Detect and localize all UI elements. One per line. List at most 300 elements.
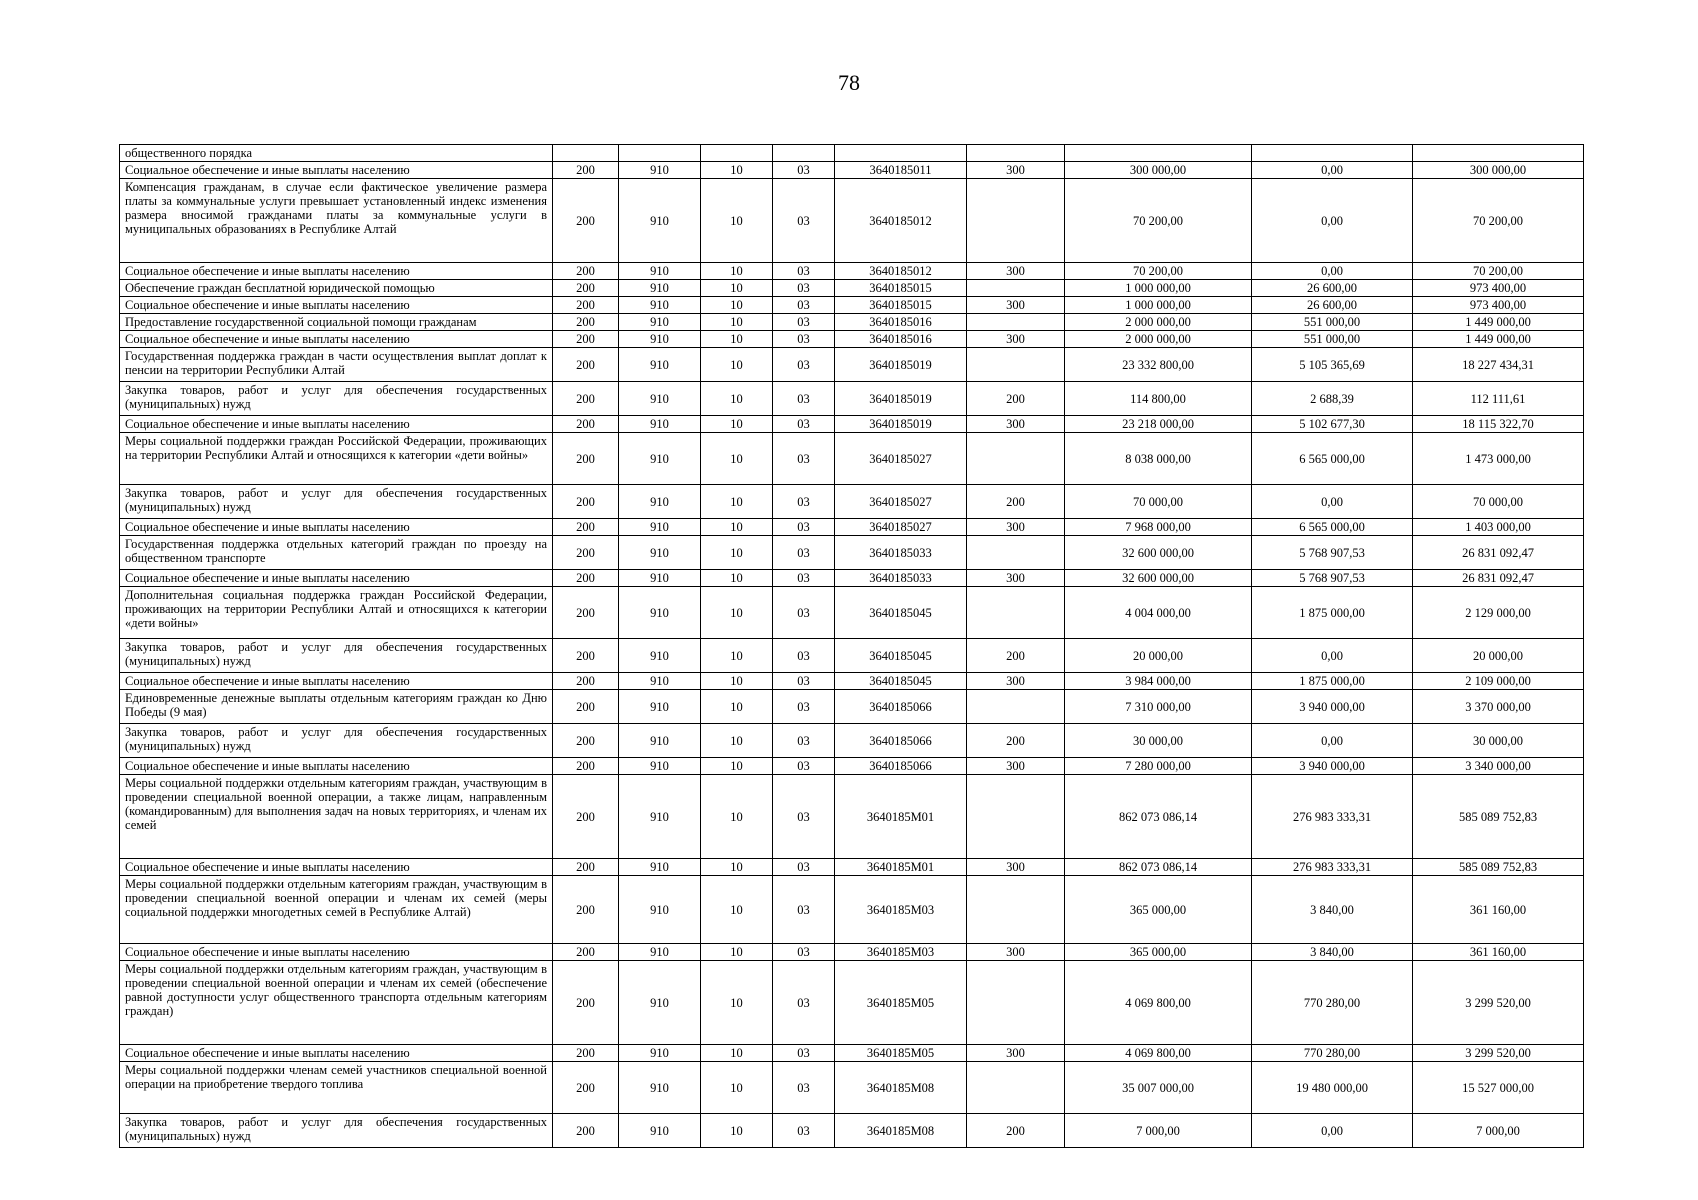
code-1-cell: 200 [553,485,619,519]
section-cell: 10 [701,179,773,263]
expense-type-cell: 300 [967,1045,1065,1062]
amount-1-cell: 32 600 000,00 [1065,536,1252,570]
item-name-cell: Меры социальной поддержки отдельным категориям граждан, участвующим в проведении специальной военной операции, а также лицам, направленным (командированным) для выполнения задач на новых территориях, и членам их семей [120,775,553,859]
item-name-cell: Меры социальной поддержки граждан Российской Федерации, проживающих на территории Республики Алтай и относящихся к категории «дети войны» [120,433,553,485]
table-row [120,331,1584,348]
table-row [120,758,1584,775]
amount-2-cell: 3 840,00 [1252,876,1413,944]
subsection-cell: 03 [773,876,835,944]
code-1-cell: 200 [553,382,619,416]
subsection-cell: 03 [773,859,835,876]
code-1-cell: 200 [553,162,619,179]
code-2-cell: 910 [619,485,701,519]
subsection-cell: 03 [773,690,835,724]
amount-3-cell: 70 000,00 [1413,485,1584,519]
section-cell: 10 [701,1114,773,1148]
code-1-cell: 200 [553,961,619,1045]
target-article-cell: 3640185016 [835,331,967,348]
target-article-cell: 3640185015 [835,297,967,314]
subsection-cell: 03 [773,263,835,280]
subsection-cell: 03 [773,331,835,348]
target-article-cell: 3640185027 [835,519,967,536]
amount-1-cell: 365 000,00 [1065,876,1252,944]
section-cell: 10 [701,280,773,297]
amount-3-cell: 30 000,00 [1413,724,1584,758]
section-cell: 10 [701,485,773,519]
section-cell: 10 [701,162,773,179]
table-row [120,348,1584,382]
amount-1-cell: 2 000 000,00 [1065,314,1252,331]
amount-3-cell: 70 200,00 [1413,179,1584,263]
amount-3-cell: 26 831 092,47 [1413,570,1584,587]
table-row [120,775,1584,859]
expense-type-cell: 300 [967,331,1065,348]
subsection-cell: 03 [773,297,835,314]
item-name-cell: Социальное обеспечение и иные выплаты населению [120,519,553,536]
amount-3-cell: 2 129 000,00 [1413,587,1584,639]
expense-type-cell: 300 [967,570,1065,587]
target-article-cell: 3640185M05 [835,1045,967,1062]
item-name-cell: Меры социальной поддержки членам семей участников специальной военной операции на приобретение твердого топлива [120,1062,553,1114]
amount-2-cell: 3 940 000,00 [1252,758,1413,775]
code-2-cell: 910 [619,433,701,485]
subsection-cell: 03 [773,587,835,639]
section-cell: 10 [701,859,773,876]
subsection-cell: 03 [773,416,835,433]
section-cell: 10 [701,416,773,433]
target-article-cell: 3640185012 [835,263,967,280]
subsection-cell: 03 [773,673,835,690]
table-row [120,314,1584,331]
code-1-cell: 200 [553,775,619,859]
target-article-cell: 3640185027 [835,485,967,519]
target-article-cell: 3640185045 [835,673,967,690]
code-1-cell: 200 [553,673,619,690]
target-article-cell: 3640185066 [835,758,967,775]
target-article-cell: 3640185012 [835,179,967,263]
item-name-cell: Социальное обеспечение и иные выплаты населению [120,331,553,348]
code-1-cell: 200 [553,519,619,536]
amount-3-cell: 585 089 752,83 [1413,859,1584,876]
target-article-cell: 3640185M01 [835,859,967,876]
expense-type-cell: 300 [967,859,1065,876]
table-row [120,297,1584,314]
section-cell: 10 [701,382,773,416]
code-2-cell: 910 [619,724,701,758]
section-cell: 10 [701,536,773,570]
subsection-cell: 03 [773,758,835,775]
code-2-cell: 910 [619,570,701,587]
section-cell: 10 [701,876,773,944]
section-cell: 10 [701,433,773,485]
amount-3-cell: 112 111,61 [1413,382,1584,416]
amount-1-cell: 4 069 800,00 [1065,961,1252,1045]
code-2-cell: 910 [619,314,701,331]
section-cell: 10 [701,297,773,314]
amount-2-cell: 0,00 [1252,162,1413,179]
target-article-cell: 3640185019 [835,382,967,416]
amount-2-cell: 1 875 000,00 [1252,673,1413,690]
section-cell: 10 [701,639,773,673]
amount-1-cell: 7 000,00 [1065,1114,1252,1148]
table-row [120,280,1584,297]
subsection-cell: 03 [773,485,835,519]
table-row [120,263,1584,280]
code-2-cell: 910 [619,944,701,961]
amount-1-cell: 30 000,00 [1065,724,1252,758]
item-name-cell: Социальное обеспечение и иные выплаты населению [120,416,553,433]
budget-table [119,144,1584,1148]
code-2-cell: 910 [619,876,701,944]
item-name-cell: Государственная поддержка отдельных категорий граждан по проезду на общественном транспорте [120,536,553,570]
table-row [120,179,1584,263]
amount-1-cell: 7 310 000,00 [1065,690,1252,724]
section-cell: 10 [701,1045,773,1062]
amount-3-cell: 973 400,00 [1413,297,1584,314]
item-name-cell: Социальное обеспечение и иные выплаты населению [120,297,553,314]
target-article-cell: 3640185066 [835,690,967,724]
amount-2-cell: 0,00 [1252,1114,1413,1148]
amount-1-cell: 70 000,00 [1065,485,1252,519]
amount-1-cell: 32 600 000,00 [1065,570,1252,587]
item-name-cell: Единовременные денежные выплаты отдельным категориям граждан ко Дню Победы (9 мая) [120,690,553,724]
subsection-cell: 03 [773,382,835,416]
section-cell: 10 [701,673,773,690]
amount-2-cell: 19 480 000,00 [1252,1062,1413,1114]
table-row [120,876,1584,944]
code-1-cell: 200 [553,348,619,382]
subsection-cell: 03 [773,961,835,1045]
code-2-cell: 910 [619,587,701,639]
amount-3-cell: 1 473 000,00 [1413,433,1584,485]
subsection-cell: 03 [773,724,835,758]
code-2-cell: 910 [619,1045,701,1062]
amount-2-cell: 1 875 000,00 [1252,587,1413,639]
amount-2-cell: 0,00 [1252,263,1413,280]
amount-1-cell: 70 200,00 [1065,179,1252,263]
amount-2-cell: 276 983 333,31 [1252,859,1413,876]
code-2-cell: 910 [619,263,701,280]
target-article-cell: 3640185027 [835,433,967,485]
code-2-cell: 910 [619,961,701,1045]
expense-type-cell: 300 [967,297,1065,314]
subsection-cell: 03 [773,179,835,263]
section-cell: 10 [701,331,773,348]
code-2-cell: 910 [619,690,701,724]
table-row [120,639,1584,673]
amount-3-cell: 18 115 322,70 [1413,416,1584,433]
amount-3-cell: 3 370 000,00 [1413,690,1584,724]
amount-3-cell: 3 299 520,00 [1413,1045,1584,1062]
code-1-cell: 200 [553,690,619,724]
table-row [120,690,1584,724]
expense-type-cell [967,690,1065,724]
item-name-cell: Социальное обеспечение и иные выплаты населению [120,758,553,775]
amount-1-cell: 114 800,00 [1065,382,1252,416]
subsection-cell: 03 [773,433,835,485]
section-cell: 10 [701,1062,773,1114]
table-row [120,587,1584,639]
table-row [120,382,1584,416]
amount-2-cell: 0,00 [1252,485,1413,519]
expense-type-cell: 300 [967,944,1065,961]
amount-1-cell: 35 007 000,00 [1065,1062,1252,1114]
target-article-cell: 3640185015 [835,280,967,297]
amount-3-cell: 361 160,00 [1413,944,1584,961]
amount-2-cell: 3 840,00 [1252,944,1413,961]
item-name-cell: Социальное обеспечение и иные выплаты населению [120,162,553,179]
target-article-cell [835,145,967,162]
code-2-cell: 910 [619,775,701,859]
code-1-cell: 200 [553,1045,619,1062]
subsection-cell: 03 [773,348,835,382]
expense-type-cell: 200 [967,1114,1065,1148]
amount-1-cell: 23 218 000,00 [1065,416,1252,433]
item-name-cell: Социальное обеспечение и иные выплаты населению [120,1045,553,1062]
amount-2-cell: 551 000,00 [1252,314,1413,331]
amount-2-cell [1252,145,1413,162]
amount-2-cell: 26 600,00 [1252,280,1413,297]
amount-3-cell: 26 831 092,47 [1413,536,1584,570]
amount-3-cell: 3 340 000,00 [1413,758,1584,775]
amount-1-cell: 3 984 000,00 [1065,673,1252,690]
amount-3-cell: 3 299 520,00 [1413,961,1584,1045]
amount-2-cell: 5 768 907,53 [1252,570,1413,587]
amount-3-cell: 585 089 752,83 [1413,775,1584,859]
code-1-cell: 200 [553,570,619,587]
expense-type-cell: 300 [967,263,1065,280]
code-2-cell: 910 [619,859,701,876]
item-name-cell: Социальное обеспечение и иные выплаты населению [120,859,553,876]
code-2-cell [619,145,701,162]
item-name-cell: Закупка товаров, работ и услуг для обеспечения государственных (муниципальных) нужд [120,485,553,519]
subsection-cell: 03 [773,519,835,536]
amount-1-cell: 365 000,00 [1065,944,1252,961]
amount-1-cell: 1 000 000,00 [1065,297,1252,314]
table-row [120,961,1584,1045]
target-article-cell: 3640185045 [835,639,967,673]
amount-2-cell: 276 983 333,31 [1252,775,1413,859]
amount-2-cell: 770 280,00 [1252,1045,1413,1062]
item-name-cell: Обеспечение граждан бесплатной юридической помощью [120,280,553,297]
code-1-cell: 200 [553,587,619,639]
amount-1-cell: 1 000 000,00 [1065,280,1252,297]
code-1-cell: 200 [553,639,619,673]
amount-1-cell: 4 004 000,00 [1065,587,1252,639]
subsection-cell [773,145,835,162]
item-name-cell: Закупка товаров, работ и услуг для обеспечения государственных (муниципальных) нужд [120,639,553,673]
item-name-cell: Социальное обеспечение и иные выплаты населению [120,673,553,690]
code-2-cell: 910 [619,1114,701,1148]
code-1-cell: 200 [553,724,619,758]
expense-type-cell: 200 [967,724,1065,758]
amount-2-cell: 770 280,00 [1252,961,1413,1045]
code-2-cell: 910 [619,280,701,297]
amount-3-cell: 15 527 000,00 [1413,1062,1584,1114]
code-2-cell: 910 [619,382,701,416]
item-name-cell: Закупка товаров, работ и услуг для обеспечения государственных (муниципальных) нужд [120,724,553,758]
target-article-cell: 3640185019 [835,348,967,382]
section-cell: 10 [701,348,773,382]
expense-type-cell [967,179,1065,263]
amount-1-cell: 2 000 000,00 [1065,331,1252,348]
table-row [120,673,1584,690]
item-name-cell: Социальное обеспечение и иные выплаты населению [120,944,553,961]
expense-type-cell [967,145,1065,162]
expense-type-cell: 300 [967,758,1065,775]
target-article-cell: 3640185M01 [835,775,967,859]
section-cell: 10 [701,961,773,1045]
item-name-cell: Меры социальной поддержки отдельным категориям граждан, участвующим в проведении специальной военной операции и членам их семей (обеспечение равной доступности услуг общественного транспорта отдельным категориям граждан) [120,961,553,1045]
amount-2-cell: 5 102 677,30 [1252,416,1413,433]
code-1-cell [553,145,619,162]
amount-2-cell: 5 768 907,53 [1252,536,1413,570]
section-cell: 10 [701,758,773,775]
amount-3-cell: 20 000,00 [1413,639,1584,673]
expense-type-cell: 200 [967,485,1065,519]
amount-2-cell: 0,00 [1252,724,1413,758]
target-article-cell: 3640185016 [835,314,967,331]
item-name-cell: общественного порядка [120,145,553,162]
amount-2-cell: 6 565 000,00 [1252,433,1413,485]
amount-1-cell: 8 038 000,00 [1065,433,1252,485]
section-cell: 10 [701,944,773,961]
amount-2-cell: 6 565 000,00 [1252,519,1413,536]
code-2-cell: 910 [619,758,701,775]
item-name-cell: Социальное обеспечение и иные выплаты населению [120,570,553,587]
section-cell: 10 [701,690,773,724]
table-row [120,433,1584,485]
expense-type-cell [967,536,1065,570]
table-row [120,145,1584,162]
item-name-cell: Закупка товаров, работ и услуг для обеспечения государственных (муниципальных) нужд [120,382,553,416]
amount-1-cell: 4 069 800,00 [1065,1045,1252,1062]
table-row [120,1114,1584,1148]
table-row [120,1045,1584,1062]
target-article-cell: 3640185011 [835,162,967,179]
section-cell: 10 [701,570,773,587]
code-2-cell: 910 [619,673,701,690]
subsection-cell: 03 [773,536,835,570]
amount-3-cell: 18 227 434,31 [1413,348,1584,382]
expense-type-cell: 300 [967,519,1065,536]
amount-2-cell: 5 105 365,69 [1252,348,1413,382]
amount-3-cell: 70 200,00 [1413,263,1584,280]
expense-type-cell [967,433,1065,485]
amount-3-cell [1413,145,1584,162]
expense-type-cell [967,1062,1065,1114]
amount-1-cell [1065,145,1252,162]
subsection-cell: 03 [773,1062,835,1114]
amount-2-cell: 0,00 [1252,179,1413,263]
code-1-cell: 200 [553,758,619,775]
page-number: 78 [838,70,860,95]
target-article-cell: 3640185M08 [835,1114,967,1148]
amount-3-cell: 2 109 000,00 [1413,673,1584,690]
target-article-cell: 3640185066 [835,724,967,758]
amount-3-cell: 1 403 000,00 [1413,519,1584,536]
amount-1-cell: 7 280 000,00 [1065,758,1252,775]
expense-type-cell: 200 [967,639,1065,673]
amount-1-cell: 300 000,00 [1065,162,1252,179]
expense-type-cell [967,348,1065,382]
section-cell [701,145,773,162]
code-1-cell: 200 [553,876,619,944]
expense-type-cell: 300 [967,162,1065,179]
subsection-cell: 03 [773,162,835,179]
amount-3-cell: 361 160,00 [1413,876,1584,944]
amount-2-cell: 0,00 [1252,639,1413,673]
expense-type-cell [967,775,1065,859]
code-2-cell: 910 [619,162,701,179]
amount-1-cell: 862 073 086,14 [1065,859,1252,876]
code-1-cell: 200 [553,263,619,280]
amount-3-cell: 300 000,00 [1413,162,1584,179]
expense-type-cell: 200 [967,382,1065,416]
code-1-cell: 200 [553,536,619,570]
code-2-cell: 910 [619,536,701,570]
subsection-cell: 03 [773,280,835,297]
target-article-cell: 3640185033 [835,536,967,570]
target-article-cell: 3640185033 [835,570,967,587]
table-row [120,485,1584,519]
code-2-cell: 910 [619,297,701,314]
target-article-cell: 3640185M05 [835,961,967,1045]
amount-2-cell: 3 940 000,00 [1252,690,1413,724]
amount-2-cell: 26 600,00 [1252,297,1413,314]
amount-2-cell: 2 688,39 [1252,382,1413,416]
code-2-cell: 910 [619,416,701,433]
expense-type-cell [967,587,1065,639]
table-row [120,1062,1584,1114]
item-name-cell: Дополнительная социальная поддержка граждан Российской Федерации, проживающих на территории Республики Алтай и относящихся к категории «дети войны» [120,587,553,639]
table-row [120,162,1584,179]
code-1-cell: 200 [553,944,619,961]
code-1-cell: 200 [553,859,619,876]
item-name-cell: Закупка товаров, работ и услуг для обеспечения государственных (муниципальных) нужд [120,1114,553,1148]
expense-type-cell [967,280,1065,297]
subsection-cell: 03 [773,639,835,673]
table-row [120,859,1584,876]
amount-1-cell: 70 200,00 [1065,263,1252,280]
table-row [120,570,1584,587]
expense-type-cell: 300 [967,673,1065,690]
subsection-cell: 03 [773,1045,835,1062]
expense-type-cell: 300 [967,416,1065,433]
table-row [120,944,1584,961]
table-row [120,519,1584,536]
code-1-cell: 200 [553,331,619,348]
amount-1-cell: 7 968 000,00 [1065,519,1252,536]
code-1-cell: 200 [553,314,619,331]
table-row [120,536,1584,570]
target-article-cell: 3640185M08 [835,1062,967,1114]
code-1-cell: 200 [553,1062,619,1114]
subsection-cell: 03 [773,570,835,587]
section-cell: 10 [701,519,773,536]
expense-type-cell [967,876,1065,944]
subsection-cell: 03 [773,314,835,331]
amount-3-cell: 7 000,00 [1413,1114,1584,1148]
subsection-cell: 03 [773,944,835,961]
expense-type-cell [967,314,1065,331]
amount-3-cell: 1 449 000,00 [1413,314,1584,331]
code-1-cell: 200 [553,1114,619,1148]
item-name-cell: Компенсация гражданам, в случае если фактическое увеличение размера платы за коммунальные услуги превышает установленный индекс изменения размера вносимой гражданами платы за коммунальные услуги в муниципальных образованиях в Республике Алтай [120,179,553,263]
code-1-cell: 200 [553,416,619,433]
item-name-cell: Меры социальной поддержки отдельным категориям граждан, участвующим в проведении специальной военной операции и членам их семей (меры социальной поддержки многодетных семей в Республике Алтай) [120,876,553,944]
code-1-cell: 200 [553,433,619,485]
